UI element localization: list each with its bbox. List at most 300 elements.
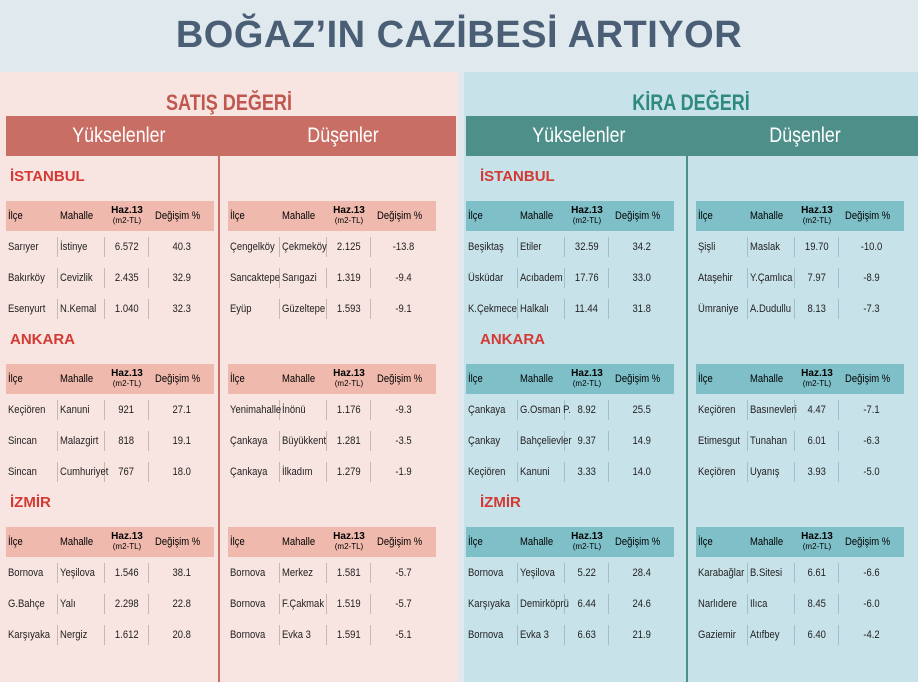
ilce-cell	[6, 625, 58, 645]
mahalle-cell-text: Evka 3	[282, 628, 311, 641]
change-cell	[371, 431, 436, 451]
change-cell	[371, 594, 436, 614]
price-cell	[795, 625, 839, 645]
table-row	[228, 262, 436, 293]
header-ilce-text: İlçe	[230, 373, 245, 385]
header-ilce	[696, 373, 748, 385]
change-cell-text: 14.9	[632, 434, 651, 447]
header-haz	[565, 369, 609, 389]
mahalle-cell-text: Yeşilova	[520, 566, 555, 579]
header-ilce-text: İlçe	[8, 210, 23, 222]
table-row	[228, 619, 436, 650]
ilce-cell-text: Keçiören	[468, 465, 506, 478]
change-cell-text: -5.7	[395, 566, 412, 579]
header-haz-unit: (m2-TL)	[112, 542, 142, 551]
mahalle-cell	[280, 299, 327, 319]
change-cell	[609, 237, 674, 257]
mahalle-cell	[748, 299, 795, 319]
header-ilce	[6, 536, 58, 548]
price-cell-text: 6.44	[577, 597, 596, 610]
price-cell	[327, 594, 371, 614]
price-cell-text: 19.70	[804, 240, 829, 253]
table-header	[696, 201, 904, 231]
change-cell-text: 32.3	[172, 302, 191, 315]
price-cell-text: 1.281	[336, 434, 361, 447]
mahalle-cell	[518, 625, 565, 645]
mahalle-cell-text: Y.Çamlıca	[750, 271, 793, 284]
mahalle-cell	[280, 625, 327, 645]
mahalle-cell-text: Halkalı	[520, 302, 549, 315]
price-cell-text: 2.298	[114, 597, 139, 610]
rent-up-table	[466, 527, 674, 650]
change-cell	[839, 625, 904, 645]
ilce-cell	[6, 563, 58, 583]
header-haz-text: Haz.13	[111, 368, 143, 379]
mahalle-cell-text: A.Dudullu	[750, 302, 792, 315]
change-cell-text: 25.5	[632, 403, 651, 416]
header-ilce	[228, 210, 280, 222]
ilce-cell	[696, 625, 748, 645]
ilce-cell-text: Eyüp	[230, 302, 252, 315]
price-cell-text: 17.76	[574, 271, 599, 284]
ilce-cell	[6, 400, 58, 420]
header-degisim	[371, 210, 436, 222]
rent-divider	[686, 156, 688, 682]
sale-col-down-label: Düşenler	[307, 124, 380, 147]
mahalle-cell	[280, 594, 327, 614]
mahalle-cell	[748, 462, 795, 482]
change-cell-text: -5.0	[863, 465, 880, 478]
table-row	[228, 425, 436, 456]
table-row	[6, 557, 214, 588]
header-mahalle	[58, 210, 105, 222]
change-cell-text: 22.8	[172, 597, 191, 610]
mahalle-cell	[58, 299, 105, 319]
price-cell-text: 6.40	[807, 628, 826, 641]
ilce-cell	[696, 299, 748, 319]
change-cell	[609, 299, 674, 319]
price-cell-text: 5.22	[577, 566, 596, 579]
change-cell	[371, 563, 436, 583]
header-degisim-text: Değişim %	[377, 210, 423, 222]
mahalle-cell	[748, 563, 795, 583]
table-row	[696, 394, 904, 425]
table-row	[466, 231, 674, 262]
rent-col-up	[466, 116, 692, 156]
price-cell	[795, 237, 839, 257]
price-cell	[105, 563, 149, 583]
mahalle-cell	[748, 268, 795, 288]
header-ilce	[466, 373, 518, 385]
table-row	[228, 394, 436, 425]
change-cell-text: -7.1	[863, 403, 880, 416]
price-cell	[565, 400, 609, 420]
price-cell	[565, 594, 609, 614]
ilce-cell-text: Sancaktepe	[230, 271, 280, 284]
price-cell	[565, 563, 609, 583]
change-cell	[839, 431, 904, 451]
sale-up-table	[6, 527, 214, 650]
price-cell	[327, 563, 371, 583]
ilce-cell-text: Etimesgut	[698, 434, 741, 447]
price-cell-text: 2.435	[114, 271, 139, 284]
header-mahalle-text: Mahalle	[60, 210, 94, 222]
ilce-cell	[696, 400, 748, 420]
header-ilce	[466, 210, 518, 222]
header-haz-unit: (m2-TL)	[334, 216, 364, 225]
header-ilce-text: İlçe	[230, 536, 245, 548]
header-mahalle	[280, 373, 327, 385]
header-haz	[327, 369, 371, 389]
table-header	[466, 201, 674, 231]
header-ilce	[6, 210, 58, 222]
price-cell	[105, 625, 149, 645]
change-cell	[371, 268, 436, 288]
price-cell-text: 7.97	[807, 271, 826, 284]
table-row	[696, 588, 904, 619]
ilce-cell	[228, 268, 280, 288]
change-cell-text: -5.7	[395, 597, 412, 610]
header-haz-unit: (m2-TL)	[334, 542, 364, 551]
table-row	[696, 425, 904, 456]
mahalle-cell-text: Kanuni	[520, 465, 550, 478]
price-cell	[795, 563, 839, 583]
table-row	[696, 262, 904, 293]
mahalle-cell-text: F.Çakmak	[282, 597, 325, 610]
price-cell	[105, 431, 149, 451]
header-haz-unit: (m2-TL)	[112, 379, 142, 388]
ilce-cell	[466, 237, 518, 257]
mahalle-cell	[748, 625, 795, 645]
rent-up-table	[466, 364, 674, 487]
ilce-cell-text: Keçiören	[698, 403, 736, 416]
table-row	[696, 557, 904, 588]
change-cell-text: -9.3	[395, 403, 412, 416]
change-cell	[839, 268, 904, 288]
header-haz	[105, 532, 149, 552]
change-cell-text: 40.3	[172, 240, 191, 253]
header-degisim	[149, 373, 214, 385]
price-cell-text: 1.591	[336, 628, 361, 641]
ilce-cell-text: Bornova	[468, 628, 504, 641]
header-mahalle	[280, 210, 327, 222]
mahalle-cell-text: Merkez	[282, 566, 314, 579]
ilce-cell-text: Ataşehir	[698, 271, 733, 284]
price-cell-text: 9.37	[577, 434, 596, 447]
sale-up-table	[6, 201, 214, 324]
sale-down-table	[228, 201, 436, 324]
table-header	[6, 201, 214, 231]
sale-down-table	[228, 364, 436, 487]
change-cell-text: 18.0	[172, 465, 191, 478]
header-ilce	[696, 210, 748, 222]
header-degisim-text: Değişim %	[615, 536, 661, 548]
header-mahalle-text: Mahalle	[282, 536, 316, 548]
mahalle-cell-text: Yeşilova	[60, 566, 95, 579]
mahalle-cell	[58, 268, 105, 288]
change-cell-text: -4.2	[863, 628, 880, 641]
change-cell-text: 21.9	[632, 628, 651, 641]
header-haz	[795, 206, 839, 226]
ilce-cell-text: Çankaya	[230, 465, 268, 478]
price-cell-text: 6.01	[807, 434, 826, 447]
rent-col-up-label: Yükselenler	[532, 124, 626, 147]
ilce-cell	[228, 625, 280, 645]
mahalle-cell-text: Maslak	[750, 240, 780, 253]
header-haz-text: Haz.13	[801, 205, 833, 216]
change-cell-text: -5.1	[395, 628, 412, 641]
change-cell-text: 28.4	[632, 566, 651, 579]
mahalle-cell-text: B.Sitesi	[750, 566, 783, 579]
page-title: BOĞAZ’IN CAZİBESİ ARTIYOR	[175, 13, 743, 56]
header-haz-text: Haz.13	[571, 531, 603, 542]
header-haz	[795, 532, 839, 552]
ilce-cell	[696, 431, 748, 451]
header-ilce	[466, 536, 518, 548]
sale-divider	[218, 156, 220, 682]
header-haz	[565, 206, 609, 226]
mahalle-cell-text: İlkadım	[282, 465, 313, 478]
mahalle-cell	[518, 431, 572, 451]
header-mahalle-text: Mahalle	[60, 536, 94, 548]
header-haz	[565, 532, 609, 552]
mahalle-cell	[518, 462, 565, 482]
mahalle-cell-text: Nergiz	[60, 628, 88, 641]
mahalle-cell-text: Cevizlik	[60, 271, 93, 284]
price-cell-text: 6.572	[114, 240, 139, 253]
header-ilce	[696, 536, 748, 548]
price-cell-text: 2.125	[336, 240, 361, 253]
header-mahalle	[518, 210, 565, 222]
change-cell	[149, 400, 214, 420]
mahalle-cell	[58, 400, 105, 420]
sale-col-down	[231, 116, 456, 156]
mahalle-cell-text: G.Osman P.	[520, 403, 571, 416]
ilce-cell-text: Çankaya	[468, 403, 506, 416]
header-haz-text: Haz.13	[111, 531, 143, 542]
table-row	[6, 588, 214, 619]
change-cell	[839, 400, 904, 420]
header-ilce-text: İlçe	[698, 373, 713, 385]
ilce-cell-text: Çankay	[468, 434, 501, 447]
table-row	[6, 231, 214, 262]
header-degisim	[839, 210, 904, 222]
change-cell	[609, 625, 674, 645]
price-cell	[795, 594, 839, 614]
ilce-cell	[6, 462, 58, 482]
change-cell	[149, 431, 214, 451]
price-cell	[105, 299, 149, 319]
price-cell	[795, 462, 839, 482]
mahalle-cell	[280, 431, 327, 451]
ilce-cell-text: Bornova	[230, 597, 266, 610]
ilce-cell	[696, 237, 748, 257]
ilce-cell	[696, 268, 748, 288]
header-ilce-text: İlçe	[8, 373, 23, 385]
mahalle-cell-text: Malazgirt	[60, 434, 99, 447]
price-cell-text: 4.47	[807, 403, 826, 416]
rent-panel-title: KİRA DEĞERİ	[632, 90, 750, 115]
city-label: İSTANBUL	[480, 168, 555, 185]
change-cell	[149, 299, 214, 319]
mahalle-cell	[748, 594, 795, 614]
price-cell-text: 1.593	[336, 302, 361, 315]
ilce-cell	[466, 400, 518, 420]
ilce-cell-text: Sincan	[8, 434, 37, 447]
change-cell	[149, 594, 214, 614]
ilce-cell	[696, 563, 748, 583]
mahalle-cell-text: N.Kemal	[60, 302, 97, 315]
ilce-cell	[466, 431, 518, 451]
mahalle-cell-text: Yalı	[60, 597, 76, 610]
mahalle-cell	[280, 268, 327, 288]
price-cell	[795, 431, 839, 451]
price-cell-text: 6.63	[577, 628, 596, 641]
header-haz-text: Haz.13	[571, 205, 603, 216]
header-mahalle-text: Mahalle	[520, 373, 554, 385]
ilce-cell-text: Gaziemir	[698, 628, 736, 641]
rent-down-table	[696, 527, 904, 650]
table-header	[466, 527, 674, 557]
mahalle-cell	[748, 400, 795, 420]
table-row	[228, 557, 436, 588]
city-label: İSTANBUL	[10, 168, 85, 185]
ilce-cell-text: Yenimahalle	[230, 403, 282, 416]
header-ilce-text: İlçe	[698, 536, 713, 548]
header-haz-text: Haz.13	[333, 531, 365, 542]
mahalle-cell-text: Güzeltepe	[282, 302, 326, 315]
ilce-cell	[6, 268, 58, 288]
price-cell-text: 8.45	[807, 597, 826, 610]
city-label: İZMİR	[480, 494, 521, 511]
header-haz-unit: (m2-TL)	[112, 216, 142, 225]
header-haz-text: Haz.13	[333, 205, 365, 216]
change-cell-text: 20.8	[172, 628, 191, 641]
header-mahalle-text: Mahalle	[282, 373, 316, 385]
header-degisim	[149, 210, 214, 222]
price-cell-text: 6.61	[807, 566, 826, 579]
ilce-cell-text: Narlıdere	[698, 597, 737, 610]
price-cell	[327, 237, 371, 257]
header-ilce-text: İlçe	[8, 536, 23, 548]
change-cell	[839, 299, 904, 319]
city-label: ANKARA	[10, 331, 75, 348]
header-mahalle-text: Mahalle	[520, 536, 554, 548]
header-ilce-text: İlçe	[468, 373, 483, 385]
header-haz-text: Haz.13	[801, 531, 833, 542]
table-row	[228, 456, 436, 487]
change-cell-text: 32.9	[172, 271, 191, 284]
price-cell-text: 8.13	[807, 302, 826, 315]
ilce-cell	[228, 431, 280, 451]
table-row	[6, 293, 214, 324]
header-degisim	[609, 373, 674, 385]
header-mahalle	[748, 210, 795, 222]
header-mahalle-text: Mahalle	[750, 210, 784, 222]
ilce-cell	[466, 268, 518, 288]
header-haz	[795, 369, 839, 389]
price-cell-text: 1.040	[114, 302, 139, 315]
mahalle-cell	[518, 563, 565, 583]
price-cell-text: 1.546	[114, 566, 139, 579]
header-degisim	[839, 536, 904, 548]
header-haz-unit: (m2-TL)	[802, 216, 832, 225]
table-header	[696, 527, 904, 557]
header-mahalle	[58, 536, 105, 548]
table-header	[696, 364, 904, 394]
change-cell-text: 19.1	[172, 434, 191, 447]
ilce-cell-text: Keçiören	[698, 465, 736, 478]
price-cell-text: 11.44	[575, 302, 598, 315]
sale-column-bar	[6, 116, 456, 156]
table-row	[466, 456, 674, 487]
header-haz-unit: (m2-TL)	[572, 216, 602, 225]
table-row	[466, 425, 674, 456]
ilce-cell	[6, 594, 58, 614]
change-cell-text: -6.6	[863, 566, 880, 579]
mahalle-cell-text: Demirköprü	[520, 597, 569, 610]
change-cell	[609, 268, 674, 288]
ilce-cell-text: Bornova	[8, 566, 44, 579]
header-degisim-text: Değişim %	[845, 210, 891, 222]
price-cell	[105, 594, 149, 614]
header-mahalle	[280, 536, 327, 548]
table-row	[696, 619, 904, 650]
mahalle-cell-text: Atıfbey	[750, 628, 780, 641]
ilce-cell	[466, 563, 518, 583]
header-degisim	[371, 536, 436, 548]
ilce-cell-text: Bakırköy	[8, 271, 45, 284]
ilce-cell	[228, 299, 280, 319]
price-cell	[105, 462, 149, 482]
header-haz	[105, 369, 149, 389]
table-row	[228, 293, 436, 324]
table-row	[6, 456, 214, 487]
change-cell	[371, 299, 436, 319]
ilce-cell	[696, 462, 748, 482]
header-haz	[327, 206, 371, 226]
mahalle-cell	[518, 237, 565, 257]
header-mahalle-text: Mahalle	[750, 536, 784, 548]
table-row	[696, 231, 904, 262]
ilce-cell-text: Bornova	[230, 566, 266, 579]
change-cell-text: 38.1	[172, 566, 191, 579]
table-header	[228, 201, 436, 231]
price-cell	[565, 237, 609, 257]
table-row	[466, 557, 674, 588]
price-cell	[105, 400, 149, 420]
header-mahalle	[58, 373, 105, 385]
ilce-cell	[228, 563, 280, 583]
change-cell-text: -1.9	[395, 465, 412, 478]
table-header	[466, 364, 674, 394]
sale-up-table	[6, 364, 214, 487]
price-cell-text: 1.279	[336, 465, 361, 478]
header-haz-text: Haz.13	[333, 368, 365, 379]
table-header	[6, 364, 214, 394]
price-cell-text: 3.93	[807, 465, 826, 478]
price-cell-text: 1.176	[336, 403, 361, 416]
ilce-cell	[6, 299, 58, 319]
change-cell-text: 27.1	[172, 403, 191, 416]
table-row	[6, 619, 214, 650]
table-row	[6, 262, 214, 293]
table-row	[466, 588, 674, 619]
price-cell	[327, 625, 371, 645]
mahalle-cell	[280, 462, 327, 482]
price-cell	[327, 400, 371, 420]
header-degisim	[839, 373, 904, 385]
